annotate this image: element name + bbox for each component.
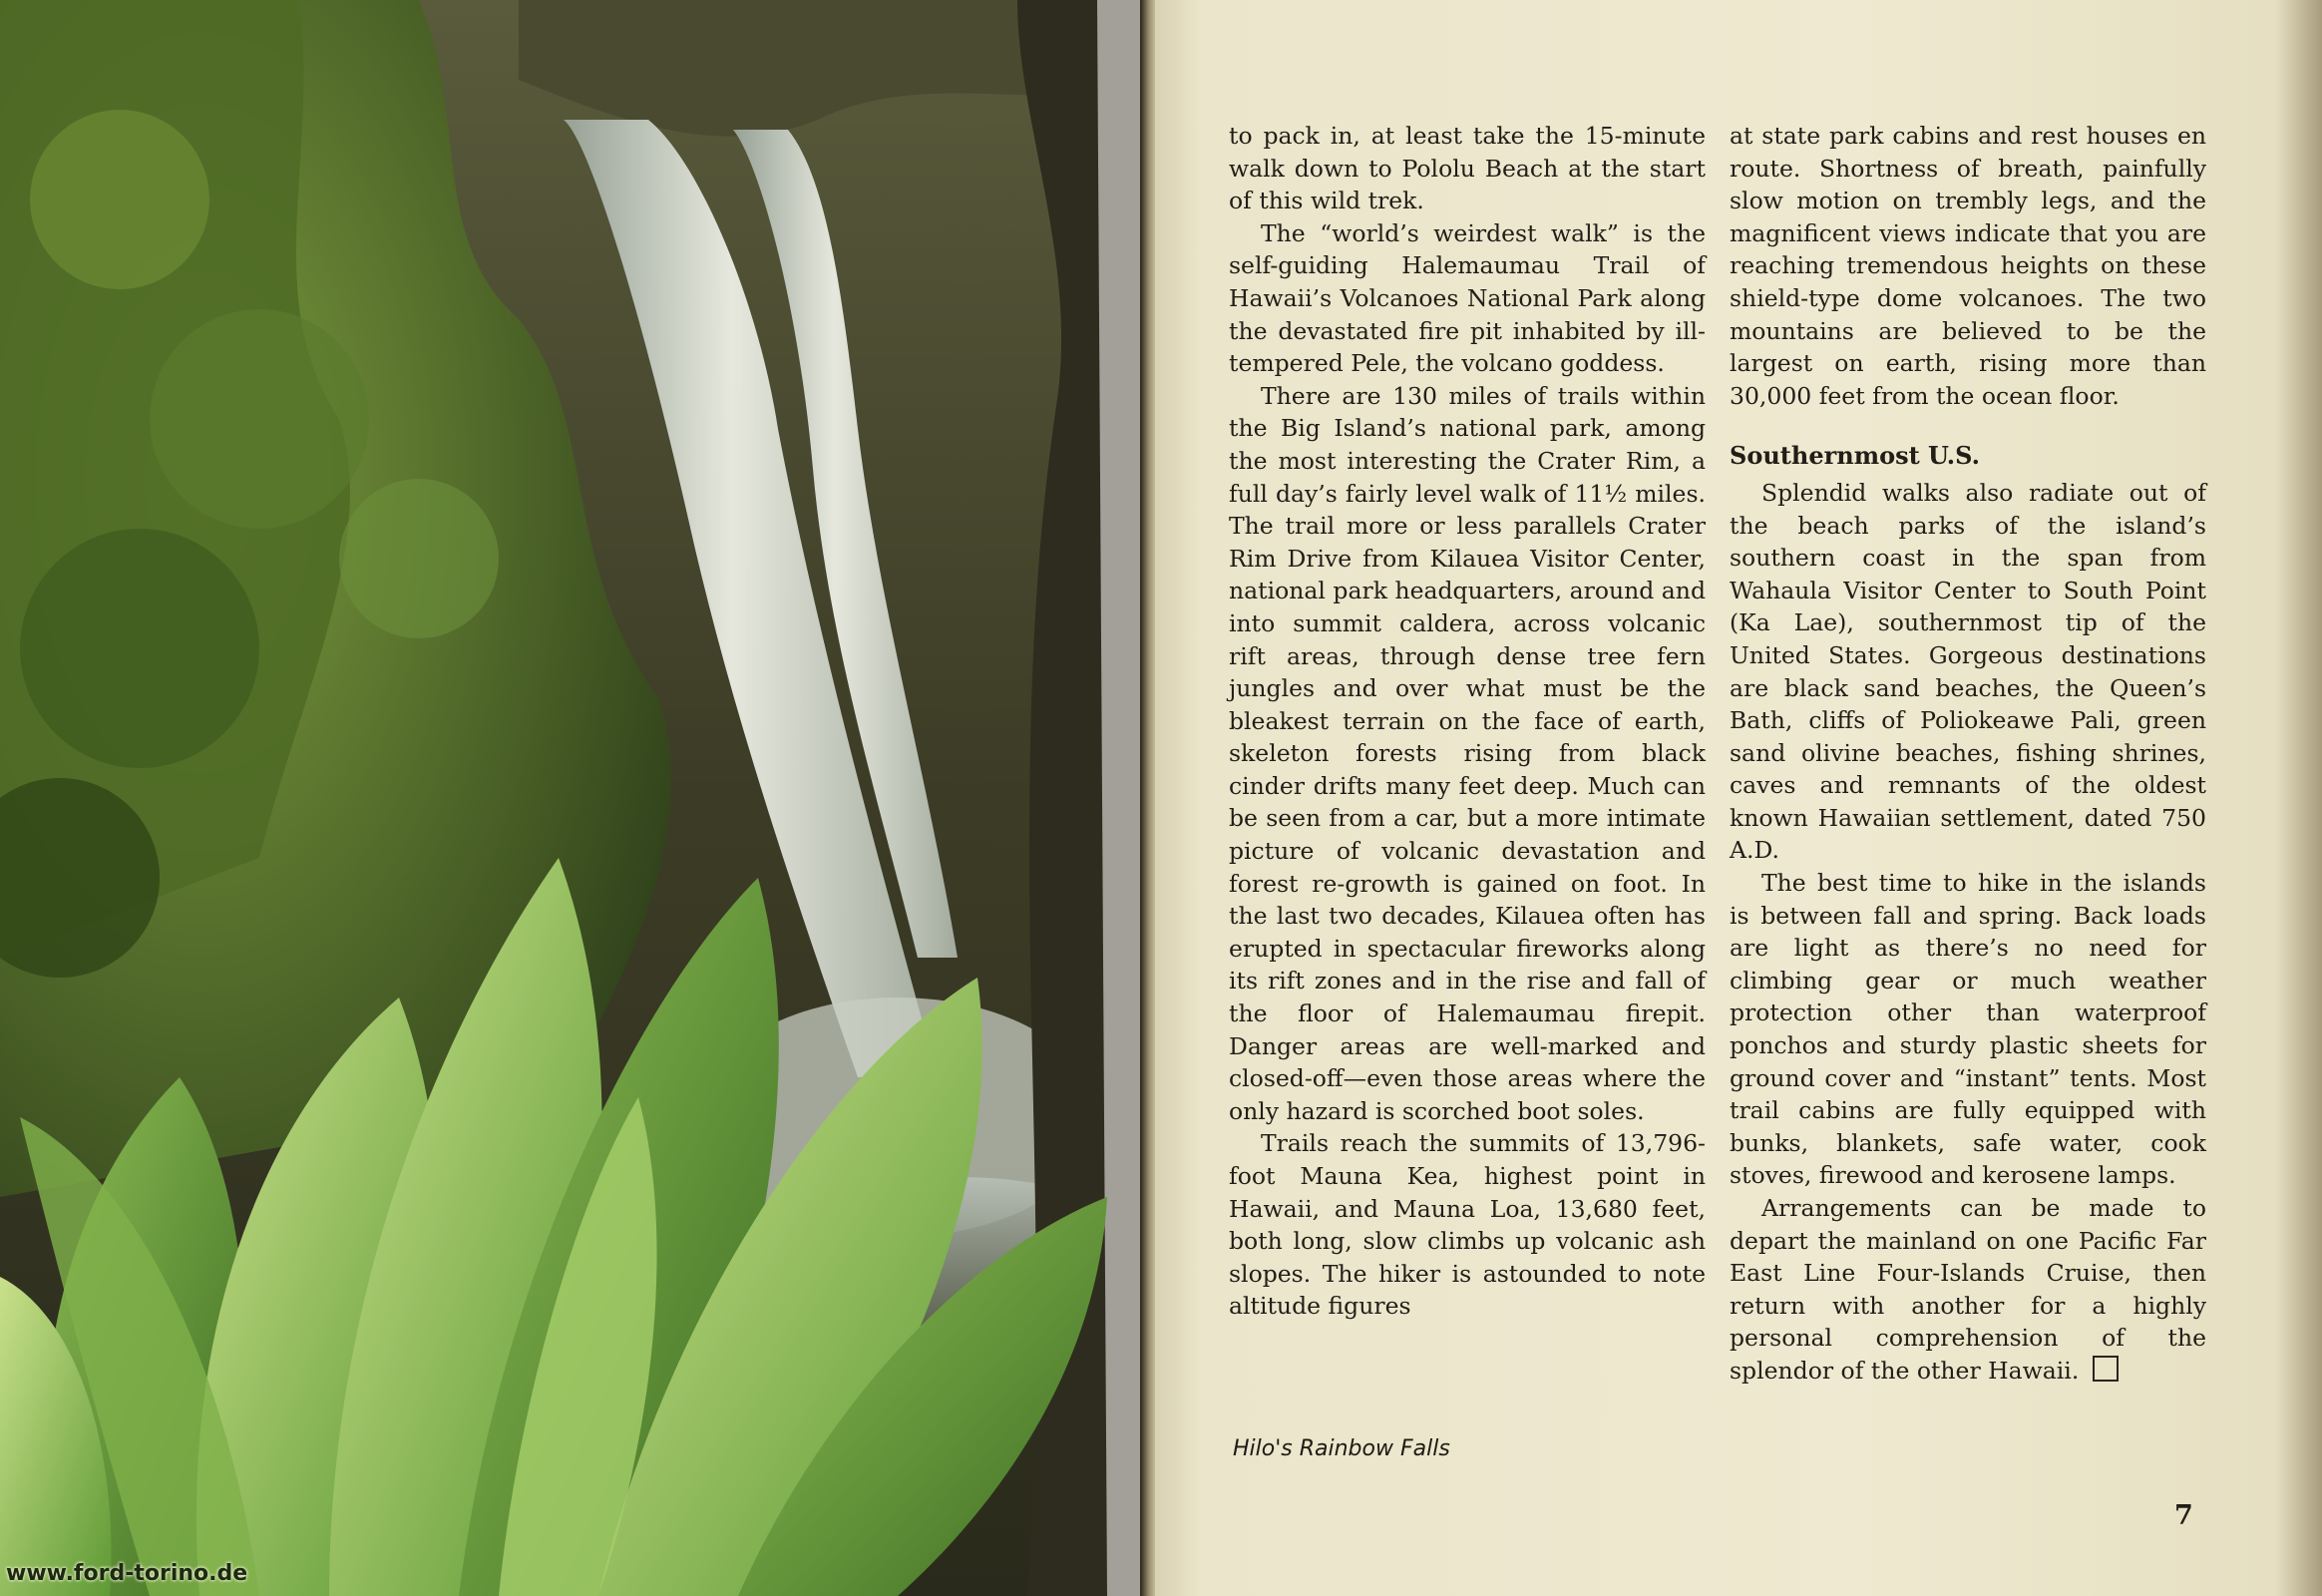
paragraph: Trails reach the summits of 13,796-foot Mauna Kea, highest point in Hawaii, and Mauna Loa, 13,680 feet, both long, slow climbs up volcanic ash slopes. The hiker is astounded to note altitude figures bbox=[1229, 1129, 1706, 1321]
text-column-1 bbox=[1229, 120, 1706, 1323]
paragraph-text: Arrangements can be made to depart the mainland on one Pacific Far East Line Four-Islands Cruise, then return with another for a highly personal comprehension of the splendor of the other Hawaii. bbox=[1730, 1194, 2206, 1385]
waterfall-illustration bbox=[0, 0, 1147, 1596]
end-of-article-mark bbox=[2093, 1356, 2119, 1382]
text-column-2 bbox=[1730, 120, 2206, 1388]
paragraph: The “world’s weirdest walk” is the self-guiding Halemaumau Trail of Hawaii’s Volcanoes National Park along the devastated fire pit inhabited by ill-tempered Pele, the volcano goddess. bbox=[1229, 218, 1706, 378]
paragraph: There are 130 miles of trails within the Big Island’s national park, among the most interesting the Crater Rim, a full day’s fairly level walk of 11½ miles. The trail more or less parallels Crater Rim Drive from Kilauea Visitor Center, national park headquarters, around and into summit caldera, across volcanic rift areas, through dense tree fern jungles and over what must be the bleakest terrain on the face of earth, skeleton forests rising from black cinder drifts many feet deep. Much can be seen from a car, but a more intimate picture of volcanic devastation and forest re-growth is gained on foot. In the last two decades, Kilauea often has erupted in spectacular fireworks along its rift zones and in the rise and fall of the floor of Halemaumau firepit. Danger areas are well-marked and closed-off—even those areas where the only hazard is scorched boot soles. bbox=[1229, 381, 1706, 1125]
paragraph: The best time to hike in the islands is between fall and spring. Back loads are light as there’s no need for climbing gear or much weather protection other than waterproof ponchos and sturdy plastic sheets for ground cover and “instant” tents. Most trail cabins are fully equipped with bunks, blankets, safe water, cook stoves, firewood and kerosene lamps. bbox=[1730, 869, 2206, 1190]
watermark-text: www.ford-torino.de bbox=[6, 1561, 248, 1586]
page-number: 7 bbox=[2174, 1500, 2193, 1531]
section-heading: Southernmost U.S. bbox=[1730, 441, 1980, 471]
waterfall-photo bbox=[0, 0, 1147, 1596]
paragraph: at state park cabins and rest houses en route. Shortness of breath, painfully slow motion on trembly legs, and the magnificent views indicate that you are reaching tremendous heights on these shield-type dome volcanoes. The two mountains are believed to be the largest on earth, rising more than 30,000 feet from the ocean floor. bbox=[1730, 122, 2206, 410]
photo-caption: Hilo's Rainbow Falls bbox=[1233, 1436, 1450, 1461]
paragraph: Splendid walks also radiate out of the beach parks of the island’s southern coast in the span from Wahaula Visitor Center to South Point (Ka Lae), southernmost tip of the United States. Gorgeous destinations are black sand beaches, the Queen’s Bath, cliffs of Poliokeawe Pali, green sand olivine beaches, fishing shrines, caves and remnants of the oldest known Hawaiian settlement, dated 750 A.D. bbox=[1730, 478, 2206, 865]
paragraph-final bbox=[1730, 1192, 2206, 1388]
paragraph: to pack in, at least take the 15-minute walk down to Pololu Beach at the start of this wild trek. bbox=[1229, 122, 1706, 215]
